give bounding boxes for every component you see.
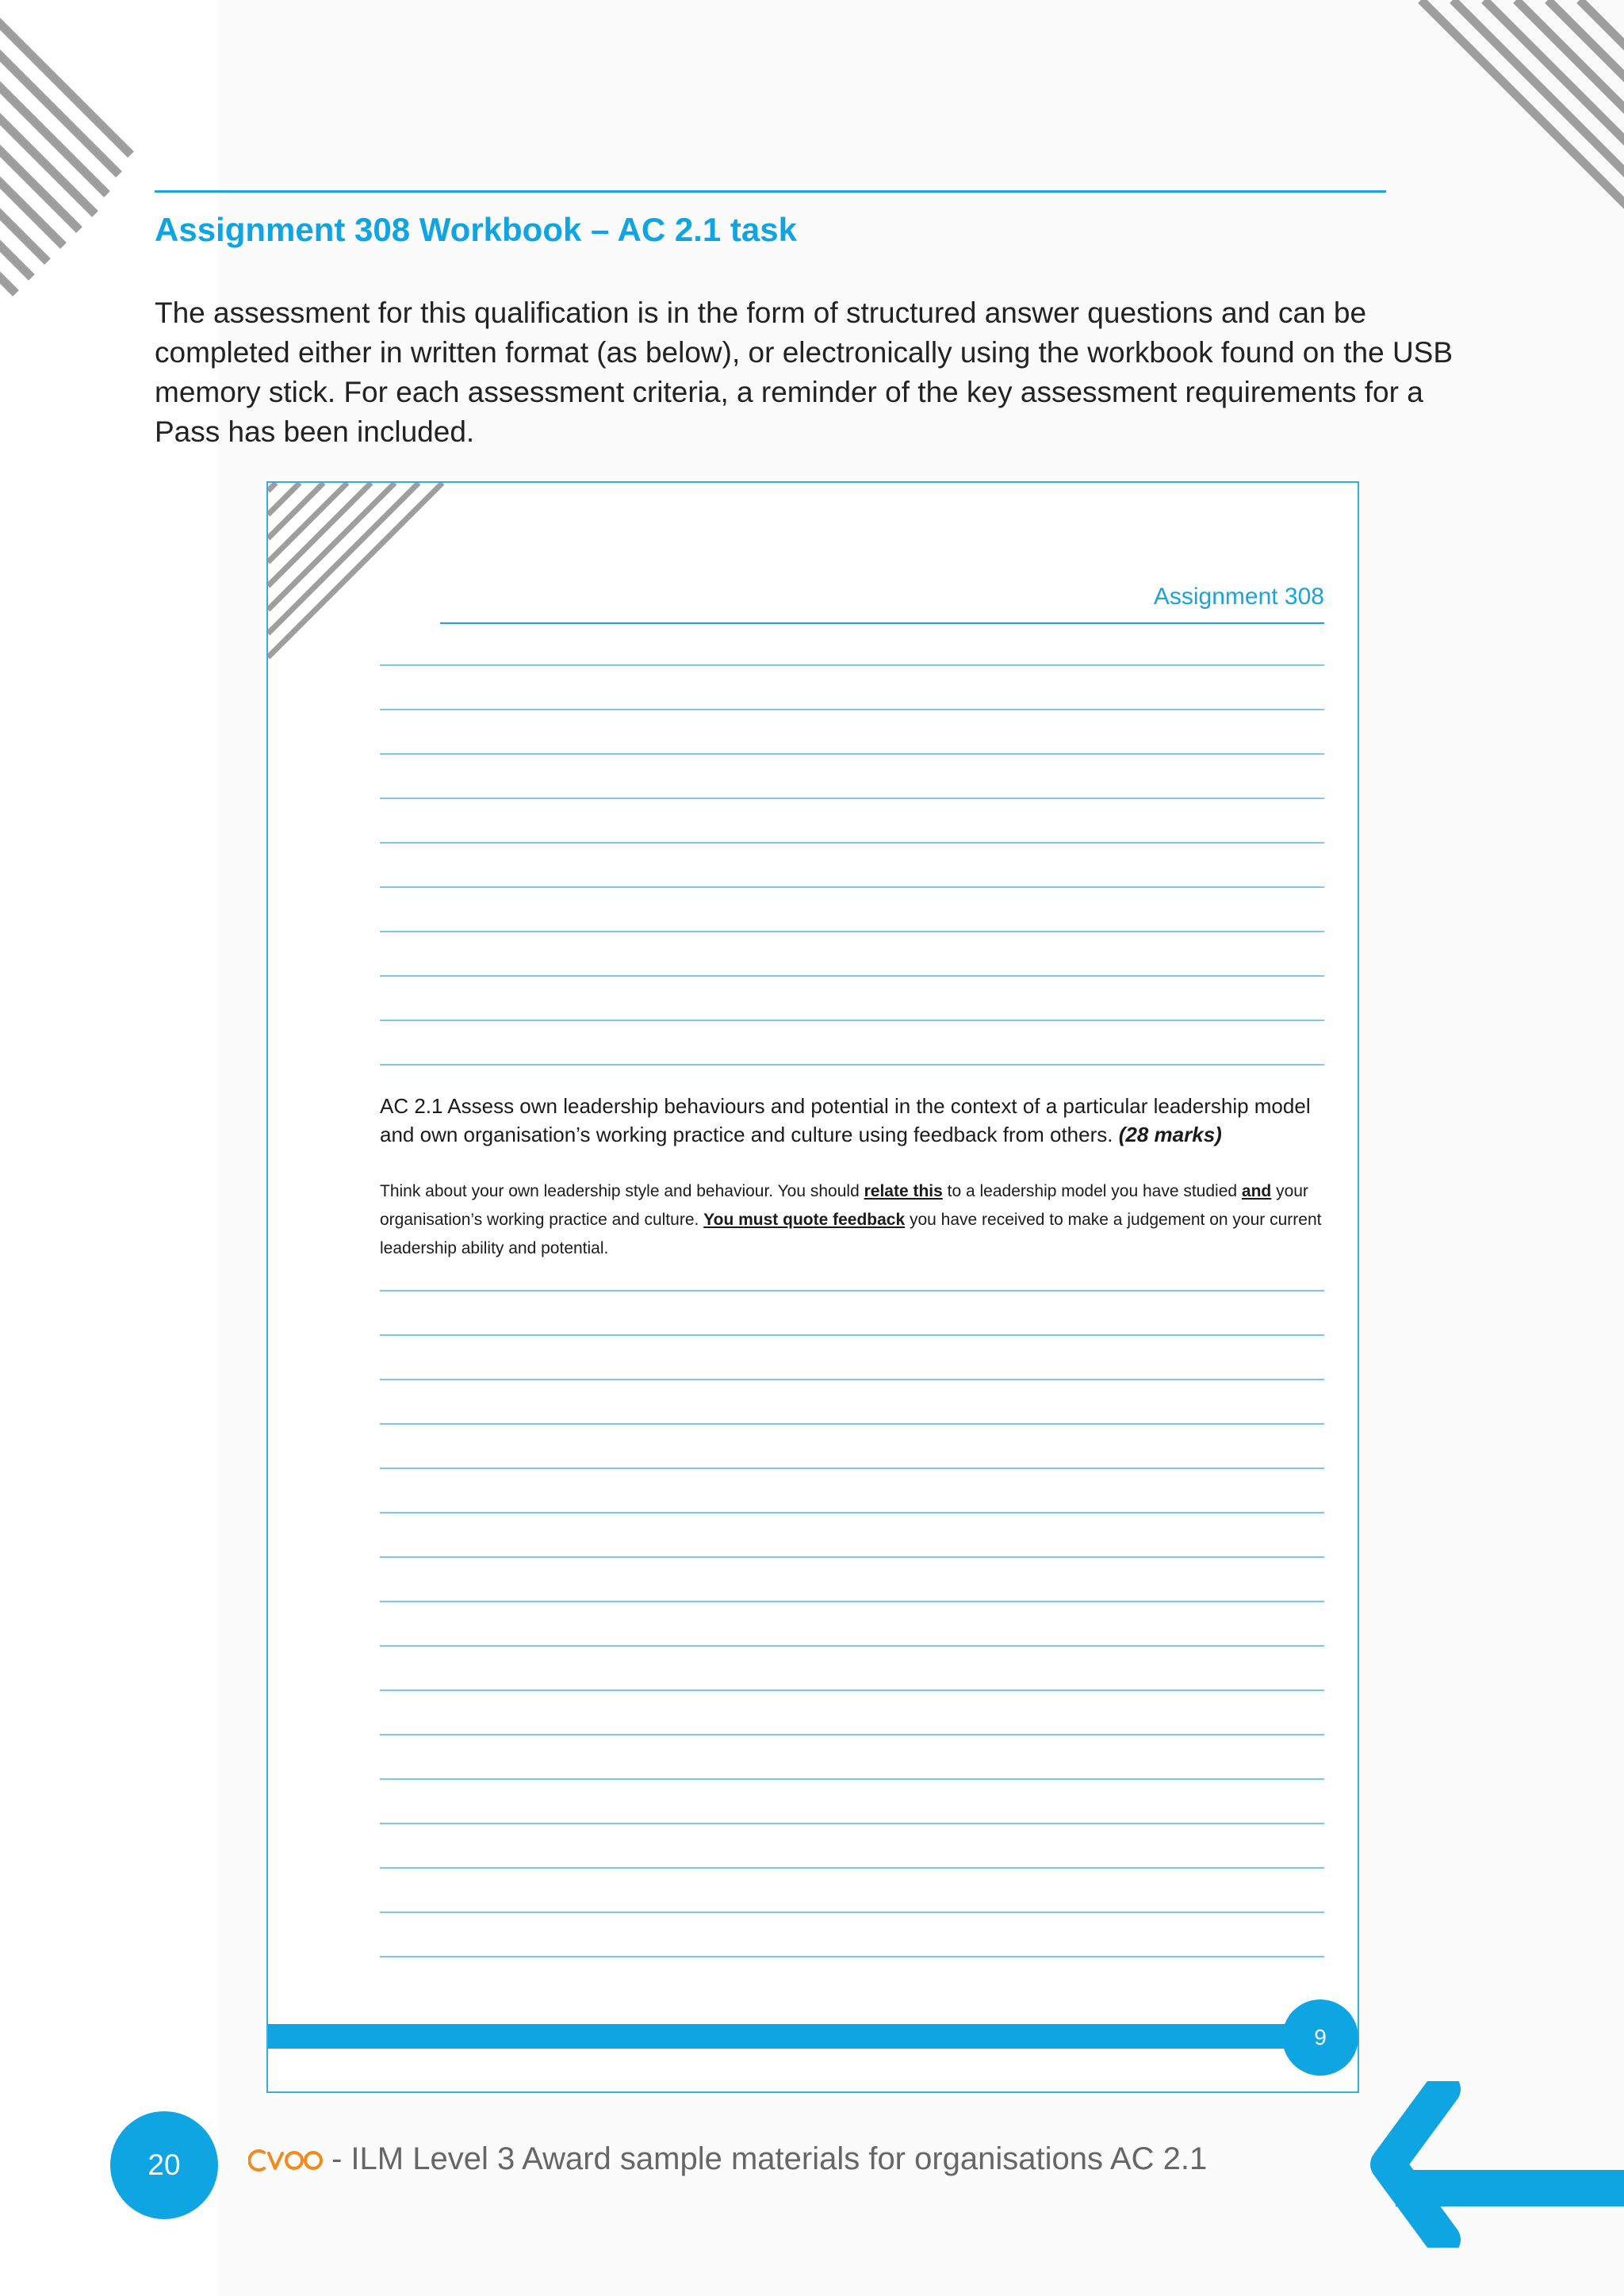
workbook-page-preview <box>266 481 1359 2093</box>
answer-line <box>380 1601 1324 1602</box>
sheet-footer-bar <box>268 2024 1323 2049</box>
answer-line <box>380 1334 1324 1336</box>
answer-line <box>380 1423 1324 1425</box>
left-arrow-icon[interactable] <box>1348 2081 1624 2248</box>
task-instructions <box>380 1177 1331 1263</box>
sheet-stripes-pattern <box>268 483 474 665</box>
criterion-text: AC 2.1 Assess own leadership behaviours and potential in the context of a particular leadership model and own organisation’s working practice and culture using feedback from others. <box>380 1094 1311 1146</box>
instructions-text: Think about your own leadership style and behaviour. You should <box>380 1182 864 1200</box>
answer-line <box>380 842 1324 844</box>
answer-line <box>380 1778 1324 1780</box>
instructions-text: you have received to make a judgement on your current leadership ability and potential. <box>380 1211 1322 1257</box>
answer-line <box>380 931 1324 932</box>
answer-line <box>380 753 1324 755</box>
corner-stripes-right <box>1411 0 1624 214</box>
answer-line <box>380 1020 1324 1021</box>
answer-line <box>380 1867 1324 1869</box>
answer-line <box>380 1956 1324 1957</box>
answer-line <box>380 1556 1324 1558</box>
criterion-marks: (28 marks) <box>1118 1123 1222 1146</box>
corner-stripes-left <box>0 0 159 301</box>
answer-line <box>380 798 1324 799</box>
instructions-emphasis: and <box>1241 1182 1272 1200</box>
header-rule <box>155 190 1386 193</box>
footer-title: - ILM Level 3 Award sample materials for organisations AC 2.1 <box>331 2141 1208 2176</box>
answer-line <box>380 1064 1324 1066</box>
answer-line <box>380 709 1324 710</box>
answer-line <box>380 1512 1324 1513</box>
answer-line <box>380 1689 1324 1691</box>
sheet-title-rule <box>440 622 1324 624</box>
answer-line <box>380 1290 1324 1292</box>
intro-paragraph: The assessment for this qualification is in the form of structured answer questions and can be completed either in written format (as below), or electronically using the workbook found on the USB memory stick. For each assessment criteria, a reminder of the key assessment requirements for a Pass has been included. <box>155 297 1454 448</box>
instructions-emphasis: relate this <box>864 1182 943 1200</box>
answer-line <box>380 1734 1324 1735</box>
page-number: 20 <box>110 2111 218 2219</box>
sheet-title: Assignment 308 <box>1153 584 1324 610</box>
answer-line <box>380 1911 1324 1913</box>
answer-line <box>380 1645 1324 1647</box>
answer-line <box>380 1823 1324 1824</box>
instructions-text: to a leadership model you have studied <box>942 1182 1242 1200</box>
instructions-text: your organisation’s working practice and culture. <box>380 1182 1308 1229</box>
page-title: Assignment 308 Workbook – AC 2.1 task <box>155 211 797 248</box>
answer-line <box>380 975 1324 977</box>
answer-line <box>380 1468 1324 1469</box>
answer-line <box>380 1379 1324 1380</box>
cvqo-logo <box>248 2146 327 2175</box>
answer-line <box>380 664 1324 666</box>
instructions-emphasis: You must quote feedback <box>703 1211 906 1229</box>
assessment-criterion <box>380 1092 1331 1149</box>
answer-line <box>380 886 1324 888</box>
sheet-page-number: 9 <box>1282 1999 1358 2076</box>
